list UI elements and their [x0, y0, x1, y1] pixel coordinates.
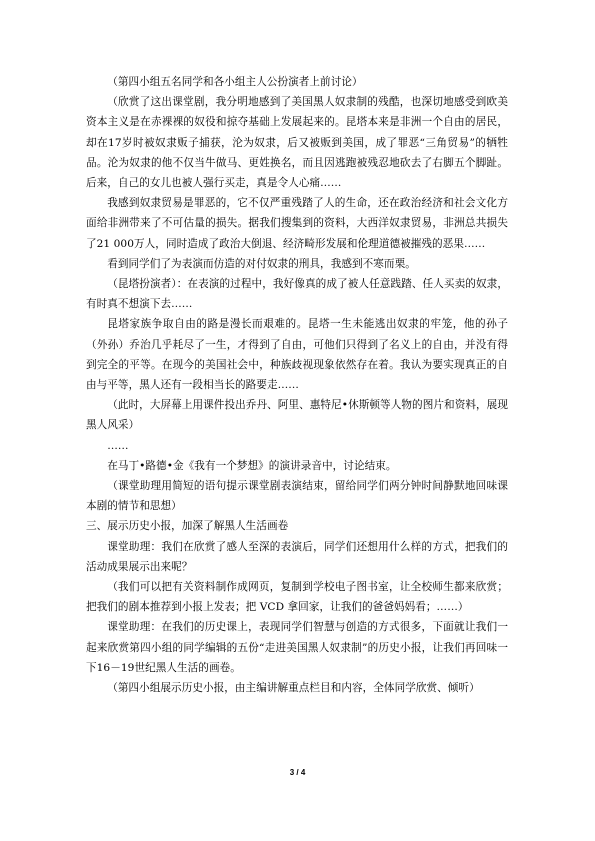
paragraph-slave-trade-losses: 我感到奴隶贸易是罪恶的，它不仅严重残踏了人的生命，还在政治经济和社会文化方面给非洲带来了不可估量的损失。据我们搜集到的资料，大西洋奴隶贸易，非洲总共损失了21 000万人，同时造成了政治大倒退、经济畸形发展和伦理道德被摧残的恶果……: [86, 197, 508, 250]
paragraph-assistant-question: 课堂助理：我们在欣赏了感人至深的表演后，同学们还想用什么样的方式，把我们的活动成果展示出来呢？: [86, 540, 508, 573]
paragraph-ellipsis: ……: [107, 439, 129, 452]
document-body: [86, 72, 508, 698]
paragraph-mlk-speech: 在马丁•路德•金《我有一个梦想》的演讲录音中，讨论结束。: [107, 459, 397, 472]
paragraph-torture-tools: 看到同学们了为表演而仿造的对付奴隶的刑具，我感到不寒而栗。: [107, 257, 416, 270]
section-heading: 三、展示历史小报，加深了解黑人生活画卷: [86, 520, 289, 533]
paragraph-road-to-freedom: 昆塔家族争取自由的路是漫长而艰难的。昆塔一生未能逃出奴隶的牢笼，他的孙子（外孙）乔治几乎耗尽了一生，才得到了自由，可他们只得到了名义上的自由，并没有得到完全的平等。在现今的美国社会中，种族歧视现象依然存在着。我认为要实现真正的自由与平等，黑人还有一段相当长的路要走……: [86, 318, 508, 392]
paragraph-assistant-closing: （课堂助理用简短的语句提示课堂剧表演结束，留给同学们两分钟时间静默地回味课本剧的情节和思想）: [86, 480, 508, 513]
paragraph-student-ideas: （我们可以把有关资料制作成网页，复制到学校电子图书室，让全校师生都来欣赏；把我们的剧本推荐到小报上发表；把 VCD 拿回家，让我们的爸爸妈妈看；……）: [86, 581, 508, 614]
paragraph-newspaper-display: （第四小组展示历史小报，由主编讲解重点栏目和内容，全体同学欣赏、倾听）: [107, 682, 480, 695]
paragraph-assistant-newspaper: 课堂助理：在我们的历史课上，表现同学们智慧与创造的方式很多，下面就让我们一起来欣赏第四小组的同学编辑的五份“走进美国黑人奴隶制”的历史小报，让我们再回味一下16－19世纪黑人生活的画卷。: [86, 621, 508, 674]
paragraph-kunta-actor: （昆塔扮演者）：在表演的过程中，我好像真的成了被人任意践踏、任人买卖的奴隶，有时真不想演下去……: [86, 278, 508, 311]
page-number: 3 / 4: [289, 768, 306, 777]
paragraph-kunta-story: （欣赏了这出课堂剧，我分明地感到了美国黑人奴隶制的残酷，也深切地感受到欧美资本主义是在赤裸裸的奴役和掠夺基础上发展起来的。昆塔本来是非洲一个自由的居民，却在17岁时被奴隶贩子捕获，沦为奴隶，后又被贩到美国，成了罪恶“三角贸易”的牺牲品。沦为奴隶的他不仅当牛做马、更姓换名，而且因逃跑被残忍地砍去了右脚五个脚趾。后来，自己的女儿也被人强行买走，真是令人心痛……: [86, 96, 508, 190]
paragraph-group-four-discussion: （第四小组五名同学和各小组主人公扮演者上前讨论）: [107, 76, 363, 88]
paragraph-screen-presentation: （此时，大屏幕上用课件投出乔丹、阿里、惠特尼•休斯顿等人物的图片和资料，展现黑人风采）: [86, 399, 508, 432]
